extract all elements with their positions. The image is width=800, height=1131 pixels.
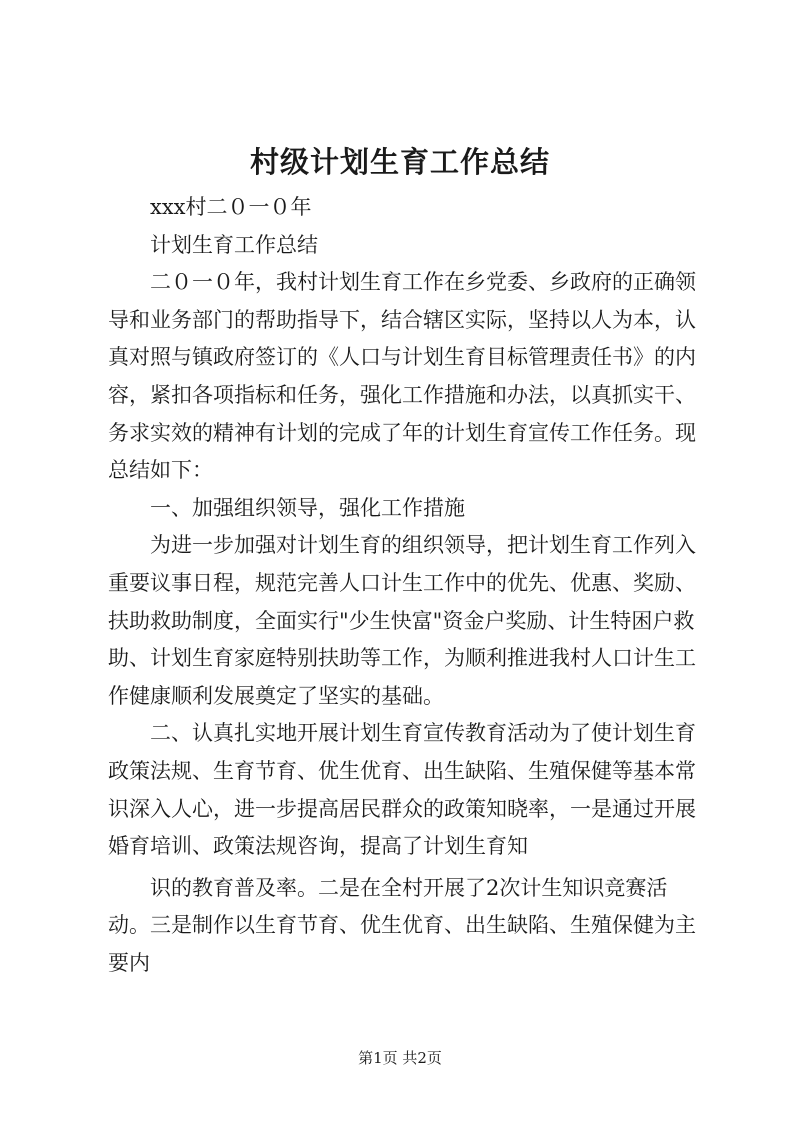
paragraph-subtitle: 计划生育工作总结 xyxy=(150,232,318,257)
document-body xyxy=(108,189,708,982)
paragraph-section-2-continued: 识的教育普及率。二是在全村开展了2次计生知识竞赛活动。三是制作以生育节育、优生优育、出生缺陷、生殖保健为主要内 xyxy=(108,875,696,975)
paragraph-section-1: 为进一步加强对计划生育的组织领导，把计划生育工作列入重要议事日程，规范完善人口计生工作中的优先、优惠、奖励、扶助救助制度，全面实行"少生快富"资金户奖励、计生特困户救助、计划生育家庭特别扶助等工作，为顺利推进我村人口计生工作健康顺利发展奠定了坚实的基础。 xyxy=(108,533,696,708)
section-heading-1: 一、加强组织领导，强化工作措施 xyxy=(150,495,465,520)
paragraph-village-year: xxx村二０一０年 xyxy=(150,195,312,219)
document-title: 村级计划生育工作总结 xyxy=(249,145,550,179)
paragraph-section-2: 二、认真扎实地开展计划生育宣传教育活动为了使计划生育政策法规、生育节育、优生优育、出生缺陷、生殖保健等基本常识深入人心，进一步提高居民群众的政策知晓率，一是通过开展婚育培训、政策法规咨询，提高了计划生育知 xyxy=(108,721,696,859)
paragraph-intro: 二０一０年，我村计划生育工作在乡党委、乡政府的正确领导和业务部门的帮助指导下，结合辖区实际，坚持以人为本，认真对照与镇政府签订的《人口与计划生育目标管理责任书》的内容，紧扣各项指标和任务，强化工作措施和办法，以真抓实干、务求实效的精神有计划的完成了年的计划生育宣传工作任务。现总结如下： xyxy=(108,270,696,483)
page-number-footer: 第1页 共2页 xyxy=(358,1049,442,1067)
